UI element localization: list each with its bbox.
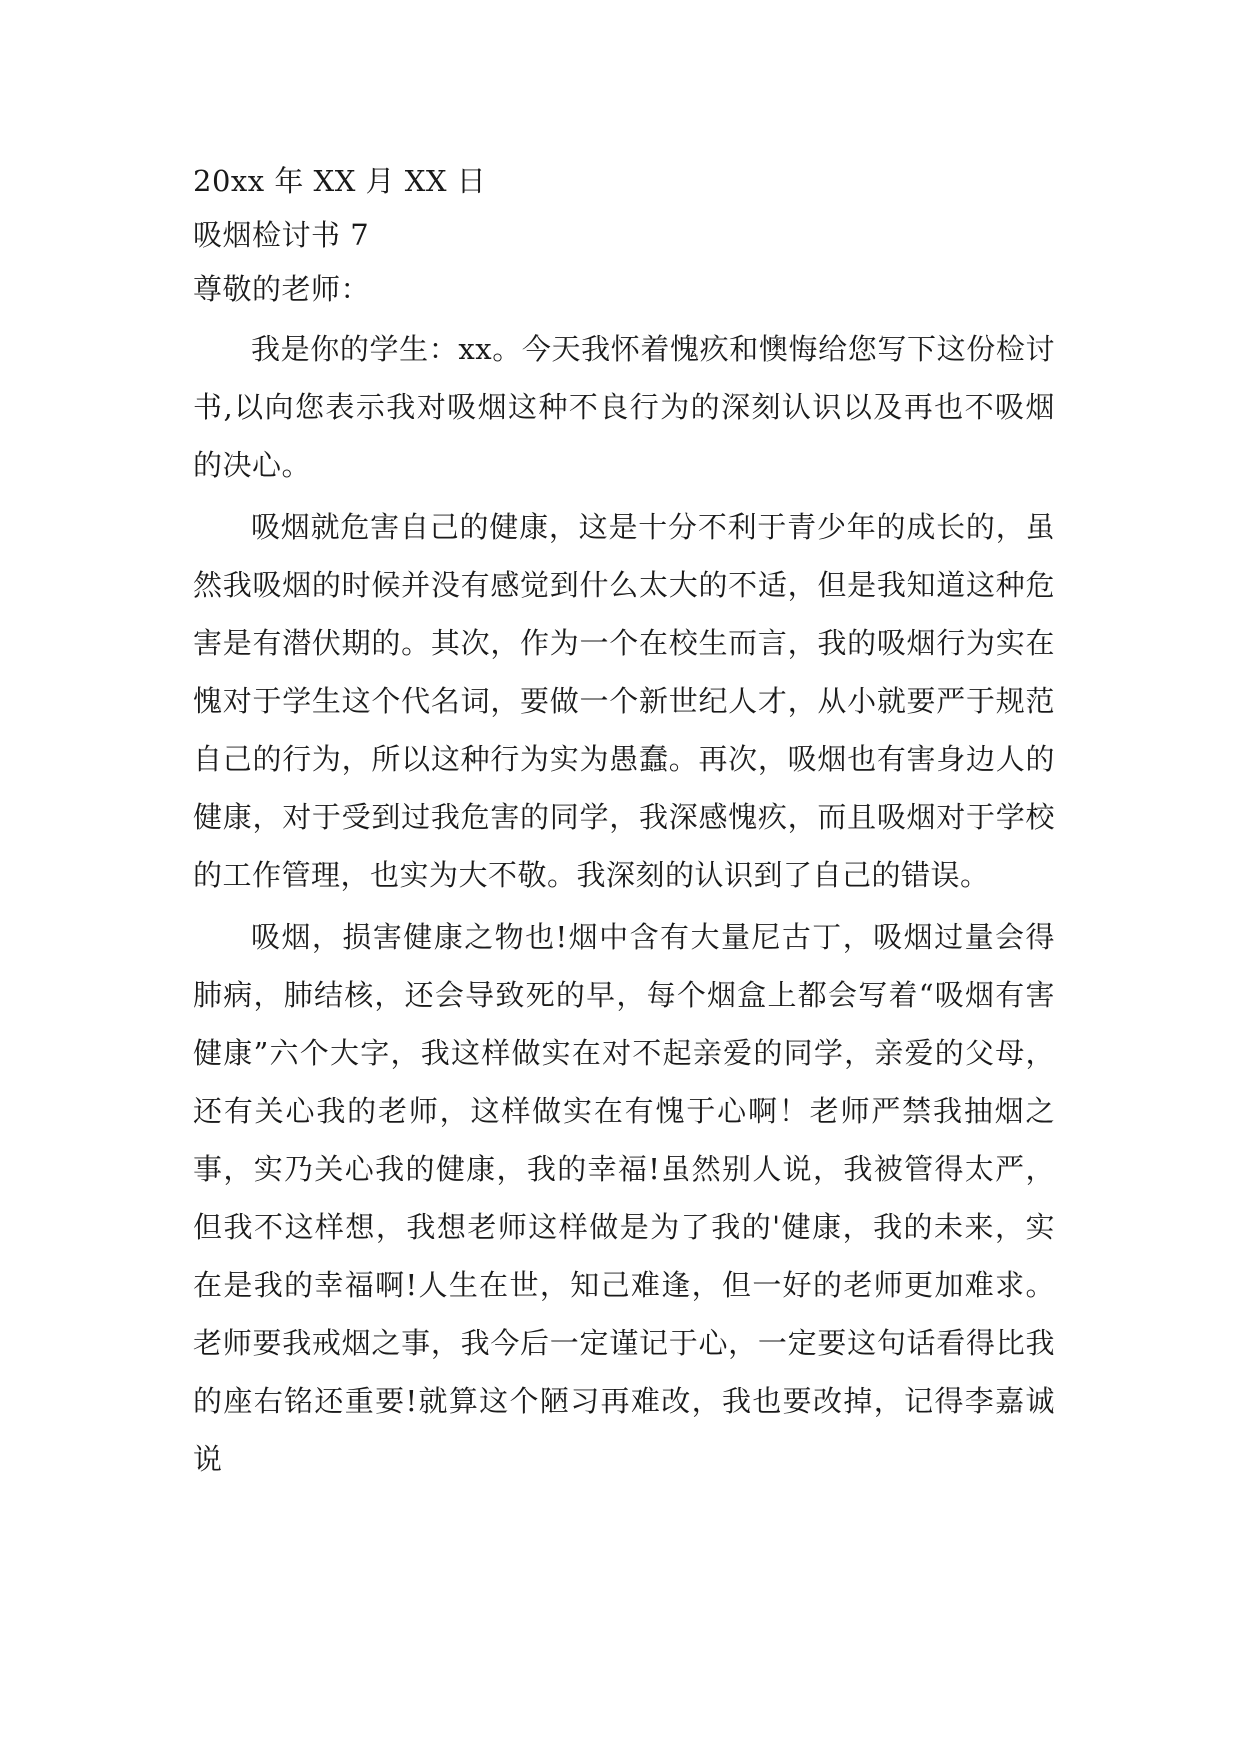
paragraph-3: 吸烟，损害健康之物也!烟中含有大量尼古丁，吸烟过量会得肺病，肺结核，还会导致死的早，每个烟盒上都会写着“吸烟有害健康”六个大字，我这样做实在对不起亲爱的同学，亲爱的父母，还有关心我的老师，这样做实在有愧于心啊！老师严禁我抽烟之事，实乃关心我的健康，我的幸福!虽然别人说，我被管得太严，但我不这样想，我想老师这样做是为了我的'健康，我的未来，实在是我的幸福啊!人生在世，知己难逢，但一好的老师更加难求。 老师要我戒烟之事，我今后一定谨记于心，一定要这句话看得比我的座右铭还重要!就算这个陋习再难改，我也要改掉，记得李嘉诚说 (193, 920, 1055, 1476)
paragraph-2: 吸烟就危害自己的健康，这是十分不利于青少年的成长的，虽然我吸烟的时候并没有感觉到什么太大的不适，但是我知道这种危害是有潜伏期的。其次，作为一个在校生而言，我的吸烟行为实在愧对于学生这个代名词，要做一个新世纪人才，从小就要严于规范自己的行为，所以这种行为实为愚蠢。再次，吸烟也有害身边人的健康，对于受到过我危害的同学，我深感愧疚，而且吸烟对于学校的工作管理，也实为大不敬。我深刻的认识到了自己的错误。 (193, 510, 1055, 892)
salutation: 尊敬的老师： (193, 272, 371, 306)
document-title: 吸烟检讨书 7 (193, 218, 370, 252)
document-date: 20xx 年 XX 月 XX 日 (193, 164, 487, 198)
document-page (193, 154, 1055, 1492)
paragraph-1: 我是你的学生：xx。今天我怀着愧疚和懊悔给您写下这份检讨书,以向您表示我对吸烟这种不良行为的深刻认识以及再也不吸烟的决心。 (193, 332, 1055, 482)
